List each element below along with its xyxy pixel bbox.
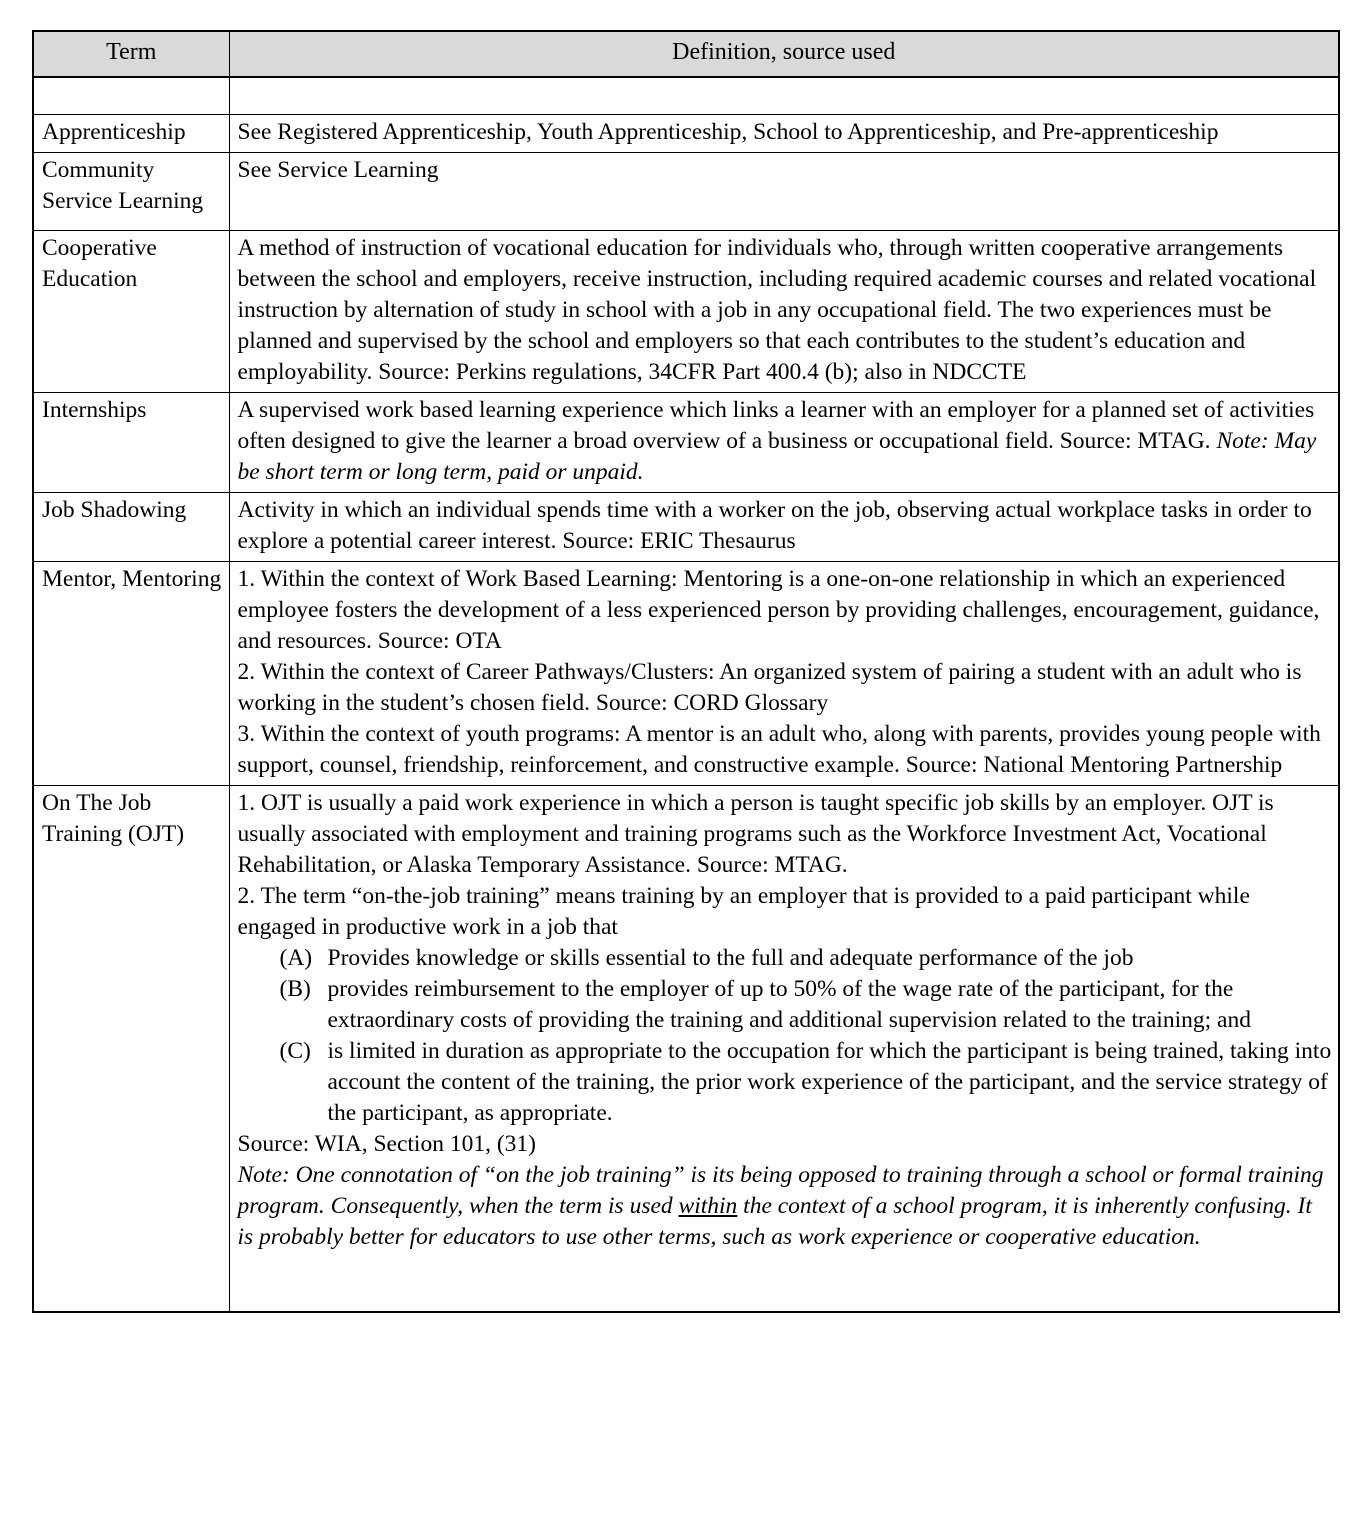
definition-cell-on-the-job-training: [229, 785, 1339, 1312]
definition-cell-empty: [229, 77, 1339, 115]
definition-text: See Registered Apprenticeship, Youth Apprenticeship, School to Apprenticeship, and Pre-apprenticeship: [237, 118, 1219, 145]
ojt-sublist: [238, 943, 1333, 1129]
header-row: [33, 31, 1339, 77]
glossary-table: [32, 30, 1340, 1313]
list-marker: (A): [279, 945, 313, 972]
list-marker: (B): [279, 976, 311, 1003]
definition-text: [238, 395, 1333, 488]
definition-text: A method of instruction of vocational education for individuals who, through written cooperative arrangements between the school and employers, receive instruction, including required academic courses and related vocational instruction by alternation of study in school with a job in any occupational field. The two experiences must be planned and supervised by the school and employers so that each contributes to the student’s education and employability. Source: Perkins regulations, 34CFR Part 400.4 (b); also in NDCCTE: [237, 234, 1317, 385]
definition-cell-job-shadowing: [229, 492, 1339, 561]
term-cell-internships: Internships: [33, 392, 229, 492]
list-item-text: provides reimbursement to the employer of up to 50% of the wage rate of the participant, for the extraordinary costs of providing the training and additional supervision related to the training; and: [327, 976, 1251, 1034]
table-row: [33, 230, 1339, 392]
list-item-text: is limited in duration as appropriate to the occupation for which the participant is being trained, taking into account the content of the training, the prior work experience of the participant, and the service strategy of the participant, as appropriate.: [327, 1038, 1332, 1127]
table-row: [33, 561, 1339, 785]
definition-cell-internships: [229, 392, 1339, 492]
list-item-text: Provides knowledge or skills essential to the full and adequate performance of the job: [327, 945, 1134, 972]
definition-note-text: Note: May be short term or long term, paid or unpaid.: [237, 427, 1317, 485]
definition-cell-cooperative-education: [229, 230, 1339, 392]
definition-main-text: A supervised work based learning experience which links a learner with an employer for a planned set of activities often designed to give the learner a broad overview of a business or occupational field. Source: MTAG.: [237, 396, 1315, 454]
definition-text: Activity in which an individual spends time with a worker on the job, observing actual workplace tasks in order to explore a potential career interest. Source: ERIC Thesaurus: [237, 496, 1312, 554]
term-cell-mentor-mentoring: Mentor, Mentoring: [33, 561, 229, 785]
list-item: [280, 974, 1333, 1036]
list-item: [280, 1036, 1333, 1129]
definition-cell-mentor-mentoring: [229, 561, 1339, 785]
definition-item-2: 2. Within the context of Career Pathways/Clusters: An organized system of pairing a student with an adult who is working in the student’s chosen field. Source: CORD Glossary: [237, 658, 1302, 716]
definition-item-3: 3. Within the context of youth programs: A mentor is an adult who, along with parents, provides young people with support, counsel, friendship, reinforcement, and constructive example. Source: National Mentoring Partnership: [237, 720, 1321, 778]
term-cell-empty: [33, 77, 229, 115]
term-cell-on-the-job-training: On The Job Training (OJT): [33, 785, 229, 1312]
definition-cell-community-service-learning: [229, 152, 1339, 230]
note-emphasis: within: [678, 1193, 738, 1220]
cell-filler: [238, 1253, 1333, 1307]
column-header-term: Term: [33, 31, 229, 77]
table-header: [33, 31, 1339, 77]
ojt-item-1: 1. OJT is usually a paid work experience in which a person is taught specific job skills by an employer. OJT is usually associated with employment and training programs such as the Workforce Investment Act, Vocational Rehabilitation, or Alaska Temporary Assistance. Source: MTAG.: [237, 789, 1274, 878]
definition-cell-apprenticeship: [229, 114, 1339, 152]
note-label: Note: [237, 1162, 282, 1189]
term-cell-apprenticeship: Apprenticeship: [33, 114, 229, 152]
term-cell-job-shadowing: Job Shadowing: [33, 492, 229, 561]
table-row: [33, 392, 1339, 492]
definition-item-1: 1. Within the context of Work Based Learning: Mentoring is a one-on-one relationship in which an experienced employee fosters the development of a less experienced person by providing challenges, encouragement, guidance, and resources. Source: OTA: [237, 565, 1320, 654]
note-part-2: the context of a school program, it is inherently confusing. It is probably better for educators to use other terms, such as work experience or cooperative education.: [237, 1193, 1312, 1251]
table-body: [33, 77, 1339, 1313]
cell-filler: [238, 186, 1333, 226]
ojt-item-2: 2. The term “on-the-job training” means training by an employer that is provided to a paid participant while engaged in productive work in a job that: [237, 883, 1250, 941]
ojt-note: [238, 1160, 1333, 1253]
table-row: [33, 492, 1339, 561]
list-item: [280, 943, 1333, 974]
table-row: [33, 77, 1339, 115]
table-row: [33, 785, 1339, 1312]
ojt-source-line: Source: WIA, Section 101, (31): [237, 1131, 536, 1158]
note-part-1: : One connotation of “on the job training” is its being opposed to training through a school or formal training program. Consequently, when the term is used: [237, 1162, 1324, 1220]
table-row: [33, 152, 1339, 230]
table-row: [33, 114, 1339, 152]
list-marker: (C): [279, 1038, 311, 1065]
column-header-definition: Definition, source used: [229, 31, 1339, 77]
term-cell-community-service-learning: Community Service Learning: [33, 152, 229, 230]
term-cell-cooperative-education: Cooperative Education: [33, 230, 229, 392]
definition-text: See Service Learning: [237, 156, 439, 183]
